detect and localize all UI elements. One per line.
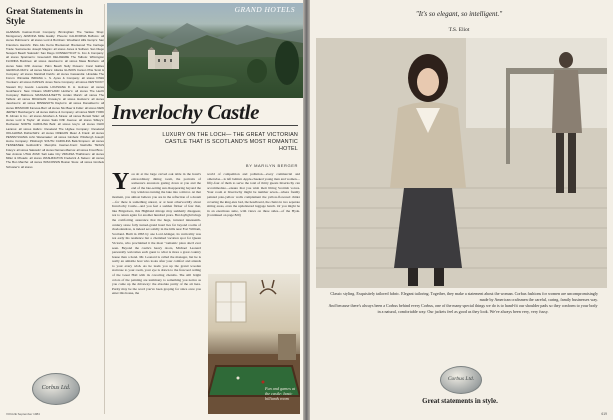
- store-list-sidebar: [6, 4, 105, 414]
- store-list-text: ALABAMA Castner-Knott Company: Birmingham The Yankee Shop: Montgomery ARIZONA Millie Eaddy: Phoenix CALIFORNIA Buffums: all stores Robinson's: all stores Lord & Burnham: Woodland Hills Gump's: San Francisco Harold's: Palo Alto Kerns Brentwood: Brentwood The Carriage Trade: Sacramento Joseph Magnin: all stores Jones & Sullivan: San Diego Newport Beach Sakowitz: San Diego CONNECTICUT G. Fox & Company: all stores Spielman's: Greenwich DELAWARE The Talbots: Wilmington FLORIDA Burdines: all stores Jacobson's: all stores Maas Brothers: all stores Saks Fifth Avenue: Palm Beach Nelly Flowers: Coral Gables GEORGIA Rich's: all stores Muse's: Atlanta ILLINOIS Carson Pirie Scott & Company: all stores Marshall Field's: all stores Cassandra: Hinsdale The Forum: Winnetka INDIANA L. S. Ayres & Company: all stores IOWA Younkers: all stores KANSAS Jones Store Company: all stores KENTUCKY Stewart Dry Goods: Louisville LOUISIANA D. H. Holmes: all stores Godchaux's: New Orleans MARYLAND Hutzler's: all stores The Hecht Company: Baltimore MASSACHUSETTS Jordan Marsh: all stores The Talbots: all stores MICHIGAN Crowley's: all stores Hudson's: all stores Jacobson's: all stores MINNESOTA Dayton's: all stores Donaldson's: all stores MISSOURI Famous-Barr: all stores Stix Baer & Fuller: all stores NEW JERSEY Bamberger's: all stores Hahne & Company: all stores NEW YORK B. Altman & Co.: all stores Abraham & Straus: all stores Bonwit Teller: all stores Lord & Taylor: all stores Saks Fifth Avenue: all stores Sibley's: Rochester NORTH CAROLINA Belk: all stores Ivey's: all stores OHIO Lazarus: all stores Halle's: Cleveland The Higbee Company: Cleveland OKLAHOMA Rothschild's: all stores OREGON Meier & Frank: all stores PENNSYLVANIA John Wanamaker: all stores Gimbels: Pittsburgh Joseph Horne Company: Pittsburgh SOUTH CAROLINA Belk-Simpson: all stores TENNESSEE Goldsmith's: Memphis Castner-Knott: Nashville TEXAS Foley's: all stores Sakowitz: all stores Neiman-Marcus: all stores Frost Bros.: San Antonio UTAH ZCMI: Salt Lake City VIRGINIA Thalhimers: all stores Miller & Rhoads: all stores WASHINGTON Frederick & Nelson: all stores The Bon Marché: all stores WISCONSIN Boston Store: all stores Gimbels Schuster's: all stores: [6, 30, 104, 169]
- castle-photo: [107, 3, 303, 98]
- article-headline: Inverlochy Castle: [112, 100, 260, 124]
- corbus-ad-logo-text: Corbus Ltd.: [447, 376, 475, 382]
- fashion-photo: [316, 38, 607, 288]
- billiard-caption: Fun and games at the castle: basic billiards room: [265, 386, 296, 401]
- headline-divider: [112, 125, 298, 126]
- fashion-photo-illustration: [316, 38, 607, 288]
- spread-gutter: [303, 0, 310, 420]
- right-page-ad: [310, 0, 613, 420]
- drop-cap: Y: [112, 172, 130, 195]
- ad-quote: "It's so elegant, so intelligent.": [415, 10, 503, 18]
- section-label: GRAND HOTELS: [234, 5, 295, 14]
- right-page-number: 619: [601, 412, 607, 416]
- corbus-logo-text: Corbus Ltd.: [41, 385, 71, 391]
- corbus-ad-logo: [440, 366, 482, 394]
- article-byline: BY MARILYN BERGER: [245, 163, 298, 168]
- ad-tagline: Great statements in style.: [422, 397, 498, 405]
- trees-foreground: [107, 3, 303, 98]
- ad-paragraph-1: Classic styling. Exquisitely tailored fabric. Elegant tailoring. Together, they make a statement about the woman. Corbus fashions for women are uncompromisingly made by American craftsmen the careful, caring, family businesses way.: [330, 291, 598, 302]
- article-column-2: world of competition and pollution—every commercial and otherwise—is left behind. Apple-cheeked young men and women—fifty-four of them to serve the total of thirty guests Inverlochy can accommodate—ensure that you wish their lilting Scottish voices. Your room at Inverlochy might be number seven—where freshly painted pale-yellow walls complement the yellow-flowered chintz covering the king-size bed, the headboard, the chairs in two separate sitting areas, even the upholstered luggage bench. Or you might be in an enormous suite, with views on three sides—of the Hyde. (Continued on page 820): [207, 172, 300, 218]
- column-1-text: ou sit at the large carved oak table in the hotel's extraordinary dining room, the portraits of someone's ancestors gazing down at you and the end of the late-setting sun disappearing beyond the bay windows turning the lake into a mirror. At that moment, you almost believe you are in the reflection of a dream—for there is something unreal, or at least otherworldly about Inverlochy Castle—and you feel a sudden flicker of fear that, like Brigadoon, this Highland mirage may suddenly disappear, not to return again for another hundred years. But daylight brings the comforting assurance that the huge, turreted nineteenth-century stone folly turned-grand hotel lies far beyond rooms of rhododendron, is indeed set solidly in the hills near Fort William, Scotland. Built in 1863 by one Lord Abinger, its verticality was not early his residence but a cherished vacation spot for Queen Victoria, who proclaimed it the most "romantic place she'd ever seen. Beyond the castle's heavy doors, Michael Leonard personally welcomes each guest to what is more a great country house than a hotel. Mr. Leonard is called the manager, but he is really an amiable host who looks after your comfort and attends to your every wish. As he leads you up the grand wooden staircase to your room, your eye is drawn to the frescoed ceiling of the Great Hall with its cavorting cherubs. The still bright colors of the painting are testimony to something you notice as you come up the driveway: the absolute purity of the air here. Purity may be the word you've been groping for since once you enter this house, the: [112, 172, 201, 296]
- article-dek: LUXURY ON THE LOCH— THE GREAT VICTORIAN CASTLE THAT IS SCOTLAND'S MOST ROMANTIC HOTEL: [162, 132, 298, 152]
- corbus-logo-badge: [32, 373, 80, 405]
- left-folio: VOGUE September 1984: [6, 412, 40, 416]
- article-column-1: [112, 172, 201, 412]
- ad-body-copy: [328, 291, 598, 314]
- sidebar-title: Great Statements in Style: [6, 6, 83, 26]
- ad-paragraph-2: And because there's always been a Corbus behind every Corbus, one of the many special things we do is to hand-fit our shoulder pads so they conform to your body in a natural, comfortable way. Our jackets feel as good as they look. We've always been very, very fussy.: [328, 303, 598, 314]
- left-page: [0, 0, 303, 420]
- ad-quote-author: T.S. Eliot: [448, 27, 470, 33]
